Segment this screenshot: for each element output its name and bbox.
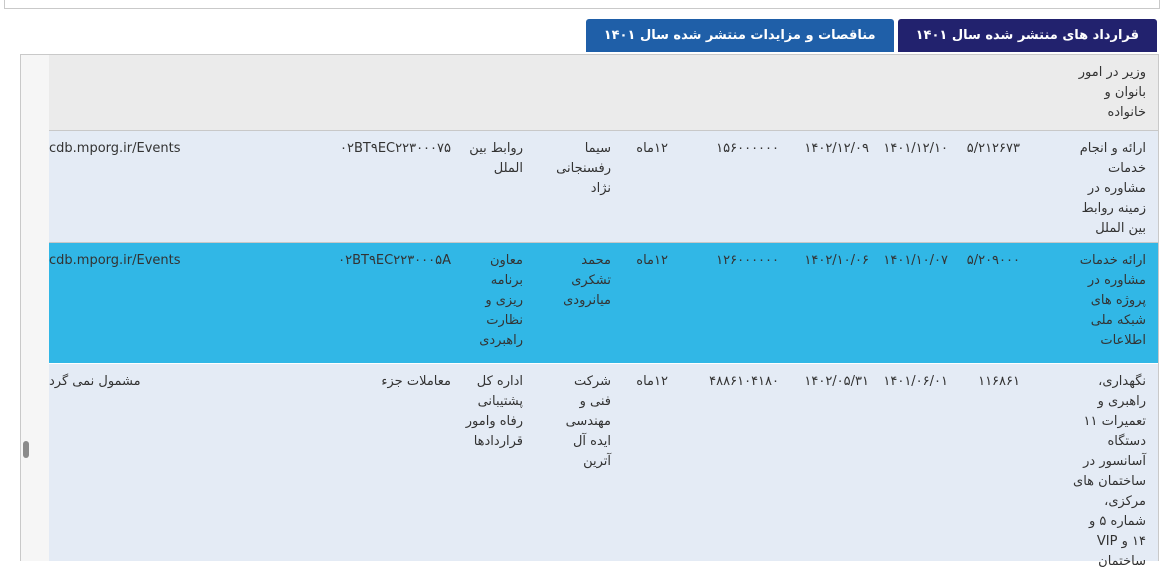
table-row-highlighted	[49, 243, 1158, 363]
tab-tenders-1401[interactable]: مناقصات و مزایدات منتشر شده سال ۱۴۰۱	[586, 19, 894, 52]
contract-amount: ۱۲۶۰۰۰۰۰۰	[716, 253, 779, 268]
top-container-edge	[4, 0, 1160, 9]
contracts-panel	[20, 54, 1159, 569]
contract-amount: ۴۸۸۶۱۰۴۱۸۰	[709, 374, 779, 389]
table-row	[49, 131, 1158, 243]
contractor-name: سیما رفسنجانی نژاد	[556, 141, 611, 196]
end-date: ۱۴۰۲/۰۵/۳۱	[804, 374, 869, 389]
table-row	[49, 364, 1158, 569]
responsible-unit: روابط بین الملل	[469, 141, 523, 176]
contractor-name: محمد تشکری میانرودی	[563, 253, 611, 308]
contract-number: ۵/۲۱۲۶۷۳	[966, 141, 1020, 156]
contract-number: ۱۱۶۸۶۱	[978, 374, 1020, 389]
contract-duration: ۱۲ماه	[636, 374, 668, 389]
responsible-unit: اداره کل پشتیبانی رفاه وامور قراردادها	[465, 374, 523, 449]
events-link[interactable]: cdb.mporg.ir/Events	[49, 253, 181, 268]
contract-title: ارائه و انجام خدمات مشاوره در زمینه روابط بین الملل	[1079, 141, 1146, 236]
contract-title: نگهداری، راهبری و تعمیرات ۱۱ دستگاه آسانسور در ساختمان های مرکزی، شماره ۵ و ۱۴ و VIP ساختمان	[1073, 374, 1146, 569]
events-link: مشمول نمی گرد	[49, 374, 141, 389]
events-link[interactable]: cdb.mporg.ir/Events	[49, 141, 181, 156]
contractor-name: شرکت فنی و مهندسی ایده آل آترین	[565, 374, 611, 469]
contract-duration: ۱۲ماه	[636, 141, 668, 156]
scrollbar-thumb[interactable]	[23, 441, 29, 458]
table-row	[49, 55, 1158, 131]
tab-bar	[586, 19, 1157, 54]
contract-duration: ۱۲ماه	[636, 253, 668, 268]
responsible-unit: معاون برنامه ریزی و نظارت راهبردی	[479, 253, 523, 348]
start-date: ۱۴۰۱/۱۰/۰۷	[883, 253, 948, 268]
contract-number: ۵/۲۰۹۰۰۰	[966, 253, 1020, 268]
tab-contracts-1401[interactable]: قرارداد های منتشر شده سال ۱۴۰۱	[898, 19, 1157, 52]
contracts-table	[49, 55, 1158, 569]
contract-amount: ۱۵۶۰۰۰۰۰۰	[716, 141, 779, 156]
tracking-code: معاملات جزء	[381, 374, 451, 389]
tracking-code: ۰۲BT۹EC۲۲۳۰۰۰۷۵	[340, 141, 451, 156]
start-date: ۱۴۰۱/۰۶/۰۱	[883, 374, 948, 389]
start-date: ۱۴۰۱/۱۲/۱۰	[883, 141, 948, 156]
horizontal-scrollbar-track[interactable]	[21, 55, 49, 561]
end-date: ۱۴۰۲/۱۰/۰۶	[804, 253, 869, 268]
contract-title: ارائه خدمات مشاوره در پروژه های شبکه ملی اطلاعات	[1079, 253, 1146, 348]
tracking-code: ۰۲BT۹EC۲۲۳۰۰۰۵A	[338, 253, 451, 268]
end-date: ۱۴۰۲/۱۲/۰۹	[804, 141, 869, 156]
contract-title: وزیر در امور بانوان و خانواده	[1078, 65, 1146, 120]
